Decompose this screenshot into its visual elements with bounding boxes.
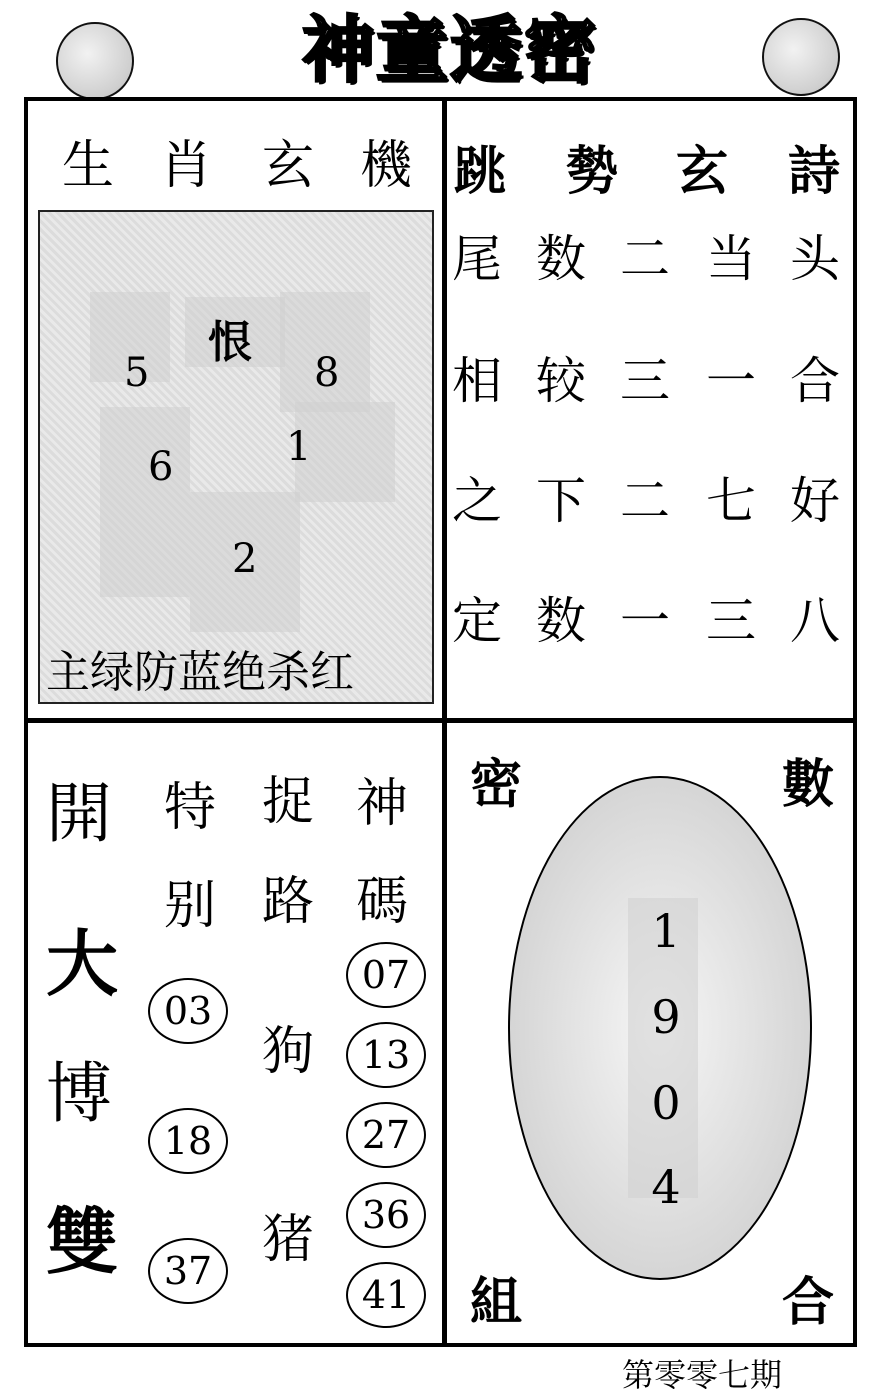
secret-digit: 1 xyxy=(651,904,681,958)
secret-digit: 0 xyxy=(651,1076,681,1130)
col1-head-char: 特 xyxy=(164,778,217,838)
corner-char: 組 xyxy=(470,1272,523,1333)
poem-char: 二 xyxy=(620,230,670,288)
poem-char: 好 xyxy=(790,472,840,530)
poem-char: 头 xyxy=(790,230,840,288)
poem-char: 较 xyxy=(536,352,586,410)
side-char: 博 xyxy=(46,1055,112,1132)
poem-char: 之 xyxy=(452,472,502,530)
poem-char: 相 xyxy=(452,352,502,410)
zodiac-heading-char: 生 xyxy=(62,136,115,196)
poem-char: 三 xyxy=(620,352,670,410)
secret-digit: 4 xyxy=(651,1160,681,1214)
left-orb-decoration xyxy=(56,22,134,100)
col2-head-char: 路 xyxy=(262,872,315,932)
zodiac-mark: 恨 xyxy=(208,317,252,368)
poem-heading-char: 玄 xyxy=(676,141,729,202)
zodiac-number: 1 xyxy=(286,424,312,470)
poem-char: 八 xyxy=(790,592,840,650)
poem-char: 下 xyxy=(536,472,586,530)
poem-char: 数 xyxy=(536,592,586,650)
shade-patch xyxy=(100,407,190,597)
zodiac-bottom-text: 主绿防蓝绝杀红 xyxy=(46,647,354,698)
zodiac-number: 6 xyxy=(148,444,174,490)
issue-number: 第零零七期 xyxy=(622,1356,783,1394)
zodiac-puzzle-box xyxy=(38,210,434,704)
code-number-circle: 41 xyxy=(346,1262,426,1328)
col1-head-char: 别 xyxy=(164,876,217,936)
special-number-circle: 03 xyxy=(148,978,228,1044)
code-number-circle: 27 xyxy=(346,1102,426,1168)
poem-char: 定 xyxy=(452,592,502,650)
poem-char: 七 xyxy=(706,472,756,530)
corner-char: 合 xyxy=(782,1272,835,1333)
col3-head-char: 碼 xyxy=(356,872,409,932)
secret-digit: 9 xyxy=(651,990,681,1044)
horizontal-divider xyxy=(24,718,857,723)
special-number-circle: 18 xyxy=(148,1108,228,1174)
corner-char: 數 xyxy=(782,754,835,815)
zodiac-heading-char: 肖 xyxy=(160,136,213,196)
code-number-circle: 13 xyxy=(346,1022,426,1088)
poem-char: 三 xyxy=(706,592,756,650)
zodiac-number: 8 xyxy=(314,350,340,396)
poem-char: 数 xyxy=(536,230,586,288)
side-char: 開 xyxy=(46,775,112,852)
special-number-circle: 37 xyxy=(148,1238,228,1304)
zodiac-number: 5 xyxy=(124,350,150,396)
code-number-circle: 07 xyxy=(346,942,426,1008)
poem-char: 尾 xyxy=(452,230,502,288)
poem-char: 二 xyxy=(620,472,670,530)
right-orb-decoration xyxy=(762,18,840,96)
poem-char: 一 xyxy=(620,592,670,650)
col3-head-char: 神 xyxy=(356,774,409,834)
side-char: 雙 xyxy=(46,1199,119,1284)
poem-char: 当 xyxy=(706,230,756,288)
poem-heading-char: 跳 xyxy=(454,141,507,202)
poem-heading-char: 勢 xyxy=(566,141,619,202)
zodiac-animal: 猪 xyxy=(262,1210,315,1270)
poem-char: 一 xyxy=(706,352,756,410)
page-title: 神童透密 xyxy=(301,7,598,92)
poem-char: 合 xyxy=(790,352,840,410)
col2-head-char: 捉 xyxy=(262,772,315,832)
zodiac-heading-char: 機 xyxy=(360,136,413,196)
code-number-circle: 36 xyxy=(346,1182,426,1248)
corner-char: 密 xyxy=(470,754,523,815)
zodiac-animal: 狗 xyxy=(262,1022,315,1082)
poem-heading-char: 詩 xyxy=(788,141,841,202)
zodiac-heading-char: 玄 xyxy=(262,136,315,196)
side-char: 大 xyxy=(46,921,119,1006)
zodiac-number: 2 xyxy=(232,536,258,582)
